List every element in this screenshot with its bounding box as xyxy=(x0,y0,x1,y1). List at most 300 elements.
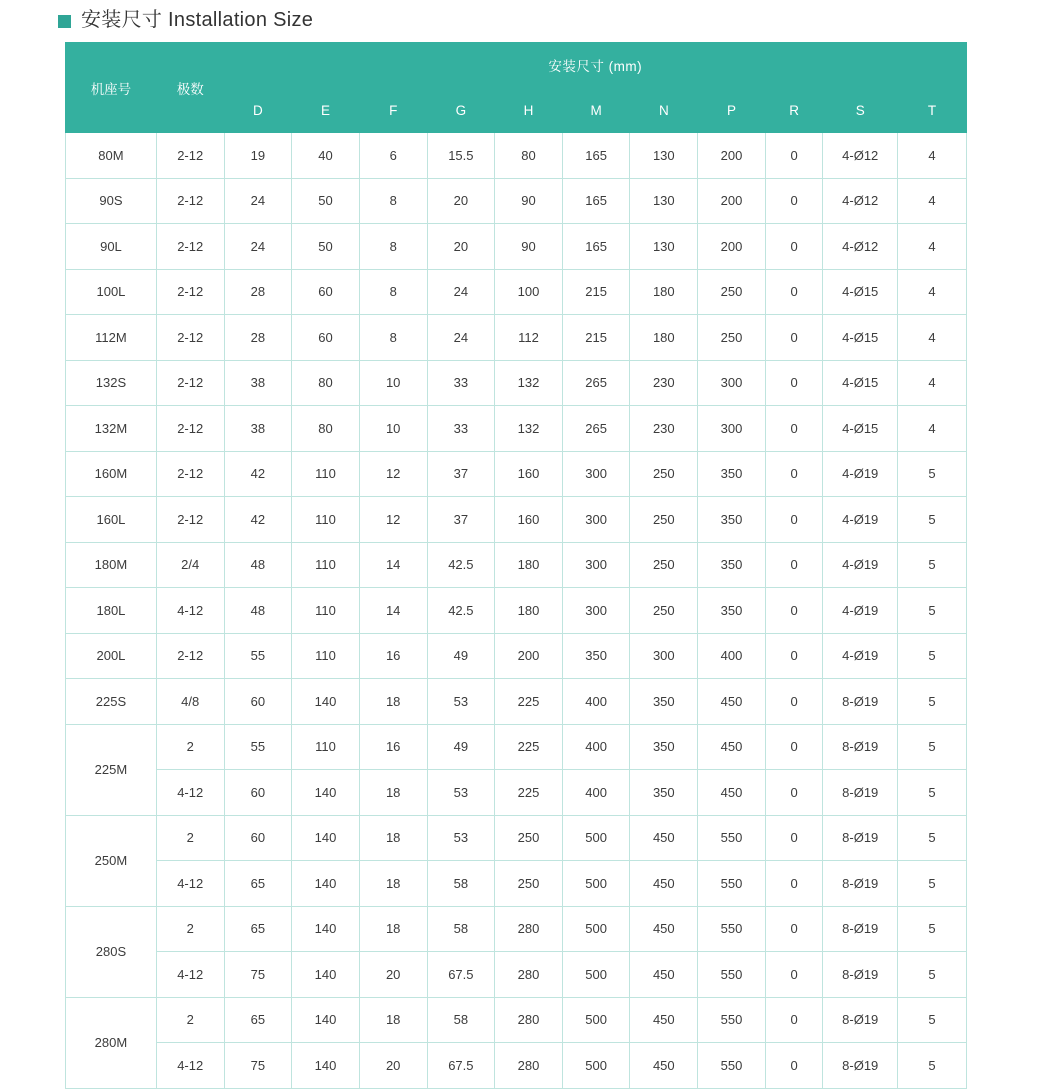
cell-h: 132 xyxy=(495,360,563,406)
cell-r: 0 xyxy=(765,1043,823,1089)
cell-t: 4 xyxy=(898,360,967,406)
cell-d: 60 xyxy=(224,770,292,816)
table-row xyxy=(66,770,967,816)
cell-n: 130 xyxy=(630,178,698,224)
cell-e: 110 xyxy=(292,497,360,543)
cell-s: 4-Ø19 xyxy=(823,451,898,497)
cell-h: 280 xyxy=(495,1043,563,1089)
cell-f: 16 xyxy=(359,633,427,679)
cell-n: 130 xyxy=(630,133,698,179)
cell-g: 15.5 xyxy=(427,133,495,179)
cell-frame: 280M xyxy=(66,997,157,1088)
cell-s: 4-Ø12 xyxy=(823,133,898,179)
table-row xyxy=(66,315,967,361)
cell-m: 165 xyxy=(562,224,630,270)
cell-m: 500 xyxy=(562,952,630,998)
cell-r: 0 xyxy=(765,679,823,725)
cell-p: 350 xyxy=(698,497,766,543)
cell-r: 0 xyxy=(765,815,823,861)
cell-poles: 2 xyxy=(156,724,224,770)
cell-frame: 160M xyxy=(66,451,157,497)
column-header-frame: 机座号 xyxy=(66,43,157,133)
cell-r: 0 xyxy=(765,952,823,998)
cell-frame: 132S xyxy=(66,360,157,406)
cell-n: 300 xyxy=(630,633,698,679)
cell-n: 180 xyxy=(630,269,698,315)
cell-n: 450 xyxy=(630,906,698,952)
cell-d: 42 xyxy=(224,451,292,497)
cell-s: 8-Ø19 xyxy=(823,724,898,770)
table-header-row-group xyxy=(66,43,967,88)
cell-frame: 280S xyxy=(66,906,157,997)
cell-s: 4-Ø19 xyxy=(823,588,898,634)
cell-p: 300 xyxy=(698,406,766,452)
cell-r: 0 xyxy=(765,906,823,952)
cell-r: 0 xyxy=(765,451,823,497)
cell-t: 4 xyxy=(898,133,967,179)
cell-poles: 2-12 xyxy=(156,497,224,543)
cell-p: 350 xyxy=(698,451,766,497)
cell-e: 140 xyxy=(292,770,360,816)
cell-n: 350 xyxy=(630,770,698,816)
table-row xyxy=(66,497,967,543)
cell-n: 450 xyxy=(630,952,698,998)
cell-n: 250 xyxy=(630,588,698,634)
cell-d: 65 xyxy=(224,997,292,1043)
cell-d: 19 xyxy=(224,133,292,179)
table-row xyxy=(66,406,967,452)
cell-e: 80 xyxy=(292,360,360,406)
cell-poles: 2-12 xyxy=(156,178,224,224)
cell-r: 0 xyxy=(765,497,823,543)
cell-e: 140 xyxy=(292,952,360,998)
cell-m: 400 xyxy=(562,679,630,725)
table-header xyxy=(66,43,967,133)
cell-d: 55 xyxy=(224,724,292,770)
cell-s: 8-Ø19 xyxy=(823,815,898,861)
cell-d: 48 xyxy=(224,542,292,588)
cell-g: 20 xyxy=(427,178,495,224)
cell-poles: 2-12 xyxy=(156,269,224,315)
cell-poles: 4/8 xyxy=(156,679,224,725)
cell-d: 65 xyxy=(224,861,292,907)
cell-poles: 4-12 xyxy=(156,861,224,907)
cell-poles: 2-12 xyxy=(156,224,224,270)
cell-e: 50 xyxy=(292,224,360,270)
cell-h: 90 xyxy=(495,224,563,270)
cell-n: 250 xyxy=(630,542,698,588)
cell-h: 160 xyxy=(495,451,563,497)
cell-p: 200 xyxy=(698,178,766,224)
cell-poles: 2/4 xyxy=(156,542,224,588)
cell-poles: 2-12 xyxy=(156,633,224,679)
cell-t: 4 xyxy=(898,406,967,452)
cell-r: 0 xyxy=(765,997,823,1043)
cell-d: 28 xyxy=(224,269,292,315)
cell-m: 500 xyxy=(562,906,630,952)
cell-g: 33 xyxy=(427,360,495,406)
cell-t: 5 xyxy=(898,679,967,725)
column-header-e: E xyxy=(292,88,360,133)
cell-d: 24 xyxy=(224,224,292,270)
cell-m: 500 xyxy=(562,997,630,1043)
cell-f: 20 xyxy=(359,1043,427,1089)
cell-p: 450 xyxy=(698,770,766,816)
cell-t: 5 xyxy=(898,633,967,679)
cell-s: 8-Ø19 xyxy=(823,770,898,816)
cell-t: 5 xyxy=(898,906,967,952)
cell-e: 140 xyxy=(292,679,360,725)
cell-r: 0 xyxy=(765,588,823,634)
cell-r: 0 xyxy=(765,133,823,179)
cell-f: 18 xyxy=(359,861,427,907)
cell-g: 42.5 xyxy=(427,542,495,588)
cell-frame: 90S xyxy=(66,178,157,224)
cell-f: 16 xyxy=(359,724,427,770)
cell-g: 20 xyxy=(427,224,495,270)
cell-poles: 2 xyxy=(156,906,224,952)
table-row xyxy=(66,997,967,1043)
cell-p: 450 xyxy=(698,679,766,725)
cell-p: 550 xyxy=(698,997,766,1043)
cell-r: 0 xyxy=(765,406,823,452)
cell-s: 8-Ø19 xyxy=(823,906,898,952)
cell-n: 350 xyxy=(630,724,698,770)
cell-h: 280 xyxy=(495,906,563,952)
cell-p: 550 xyxy=(698,952,766,998)
cell-g: 24 xyxy=(427,315,495,361)
cell-m: 500 xyxy=(562,1043,630,1089)
cell-f: 18 xyxy=(359,770,427,816)
cell-e: 60 xyxy=(292,269,360,315)
cell-e: 110 xyxy=(292,542,360,588)
cell-p: 550 xyxy=(698,815,766,861)
cell-frame: 180M xyxy=(66,542,157,588)
column-header-m: M xyxy=(562,88,630,133)
cell-poles: 2-12 xyxy=(156,451,224,497)
table-body xyxy=(66,133,967,1089)
cell-frame: 100L xyxy=(66,269,157,315)
cell-m: 215 xyxy=(562,315,630,361)
cell-t: 4 xyxy=(898,178,967,224)
cell-f: 12 xyxy=(359,497,427,543)
cell-d: 60 xyxy=(224,815,292,861)
table-row xyxy=(66,1043,967,1089)
table-row xyxy=(66,360,967,406)
cell-f: 10 xyxy=(359,360,427,406)
cell-n: 450 xyxy=(630,861,698,907)
cell-e: 140 xyxy=(292,861,360,907)
cell-s: 4-Ø15 xyxy=(823,269,898,315)
cell-m: 300 xyxy=(562,497,630,543)
cell-h: 200 xyxy=(495,633,563,679)
page-title: 安装尺寸 Installation Size xyxy=(81,9,314,31)
cell-t: 5 xyxy=(898,861,967,907)
cell-p: 550 xyxy=(698,1043,766,1089)
cell-s: 4-Ø15 xyxy=(823,406,898,452)
column-header-g: G xyxy=(427,88,495,133)
cell-frame: 160L xyxy=(66,497,157,543)
cell-d: 65 xyxy=(224,906,292,952)
cell-e: 50 xyxy=(292,178,360,224)
cell-p: 550 xyxy=(698,906,766,952)
cell-g: 53 xyxy=(427,770,495,816)
cell-g: 58 xyxy=(427,906,495,952)
cell-t: 5 xyxy=(898,588,967,634)
cell-m: 265 xyxy=(562,406,630,452)
cell-g: 37 xyxy=(427,497,495,543)
cell-h: 160 xyxy=(495,497,563,543)
column-header-r: R xyxy=(765,88,823,133)
cell-m: 300 xyxy=(562,588,630,634)
cell-h: 250 xyxy=(495,815,563,861)
column-header-d: D xyxy=(224,88,292,133)
cell-t: 5 xyxy=(898,770,967,816)
cell-p: 200 xyxy=(698,224,766,270)
cell-poles: 4-12 xyxy=(156,952,224,998)
cell-p: 350 xyxy=(698,588,766,634)
cell-e: 80 xyxy=(292,406,360,452)
cell-g: 42.5 xyxy=(427,588,495,634)
cell-m: 265 xyxy=(562,360,630,406)
cell-g: 49 xyxy=(427,633,495,679)
cell-m: 300 xyxy=(562,451,630,497)
cell-s: 4-Ø15 xyxy=(823,360,898,406)
cell-p: 250 xyxy=(698,315,766,361)
cell-poles: 4-12 xyxy=(156,588,224,634)
column-header-p: P xyxy=(698,88,766,133)
section-heading xyxy=(0,0,1057,42)
cell-p: 550 xyxy=(698,861,766,907)
cell-r: 0 xyxy=(765,724,823,770)
cell-s: 8-Ø19 xyxy=(823,1043,898,1089)
column-header-poles: 极数 xyxy=(156,43,224,133)
cell-g: 49 xyxy=(427,724,495,770)
cell-d: 60 xyxy=(224,679,292,725)
cell-frame: 225M xyxy=(66,724,157,815)
cell-d: 48 xyxy=(224,588,292,634)
cell-frame: 90L xyxy=(66,224,157,270)
cell-poles: 2-12 xyxy=(156,360,224,406)
cell-s: 4-Ø15 xyxy=(823,315,898,361)
cell-t: 5 xyxy=(898,952,967,998)
cell-m: 165 xyxy=(562,133,630,179)
installation-size-table xyxy=(65,42,967,1089)
cell-p: 450 xyxy=(698,724,766,770)
cell-g: 67.5 xyxy=(427,952,495,998)
cell-frame: 112M xyxy=(66,315,157,361)
cell-poles: 2 xyxy=(156,815,224,861)
cell-h: 250 xyxy=(495,861,563,907)
cell-e: 140 xyxy=(292,997,360,1043)
cell-h: 180 xyxy=(495,588,563,634)
cell-s: 4-Ø19 xyxy=(823,497,898,543)
cell-frame: 200L xyxy=(66,633,157,679)
cell-frame: 132M xyxy=(66,406,157,452)
cell-r: 0 xyxy=(765,269,823,315)
cell-g: 58 xyxy=(427,861,495,907)
cell-frame: 180L xyxy=(66,588,157,634)
cell-t: 5 xyxy=(898,542,967,588)
column-header-s: S xyxy=(823,88,898,133)
cell-f: 14 xyxy=(359,588,427,634)
cell-r: 0 xyxy=(765,633,823,679)
cell-e: 140 xyxy=(292,1043,360,1089)
column-header-group: 安装尺寸 (mm) xyxy=(224,43,966,88)
column-header-t: T xyxy=(898,88,967,133)
cell-r: 0 xyxy=(765,224,823,270)
column-header-f: F xyxy=(359,88,427,133)
cell-s: 4-Ø19 xyxy=(823,633,898,679)
cell-e: 110 xyxy=(292,724,360,770)
cell-t: 4 xyxy=(898,269,967,315)
cell-p: 400 xyxy=(698,633,766,679)
table-row xyxy=(66,861,967,907)
cell-n: 450 xyxy=(630,815,698,861)
cell-s: 4-Ø12 xyxy=(823,224,898,270)
table-row xyxy=(66,133,967,179)
table-row xyxy=(66,451,967,497)
cell-poles: 4-12 xyxy=(156,1043,224,1089)
cell-h: 280 xyxy=(495,997,563,1043)
cell-f: 10 xyxy=(359,406,427,452)
cell-m: 500 xyxy=(562,815,630,861)
cell-poles: 2-12 xyxy=(156,406,224,452)
cell-g: 37 xyxy=(427,451,495,497)
cell-f: 18 xyxy=(359,997,427,1043)
cell-d: 38 xyxy=(224,360,292,406)
cell-r: 0 xyxy=(765,315,823,361)
cell-n: 130 xyxy=(630,224,698,270)
cell-d: 75 xyxy=(224,1043,292,1089)
cell-t: 5 xyxy=(898,724,967,770)
cell-e: 140 xyxy=(292,815,360,861)
cell-r: 0 xyxy=(765,360,823,406)
table-row xyxy=(66,952,967,998)
cell-d: 55 xyxy=(224,633,292,679)
table-row xyxy=(66,633,967,679)
table-row xyxy=(66,224,967,270)
cell-t: 5 xyxy=(898,451,967,497)
cell-m: 215 xyxy=(562,269,630,315)
cell-h: 225 xyxy=(495,724,563,770)
cell-p: 300 xyxy=(698,360,766,406)
cell-m: 400 xyxy=(562,724,630,770)
cell-f: 8 xyxy=(359,315,427,361)
cell-n: 250 xyxy=(630,451,698,497)
square-marker-icon xyxy=(58,15,71,28)
cell-frame: 225S xyxy=(66,679,157,725)
cell-m: 350 xyxy=(562,633,630,679)
cell-s: 8-Ø19 xyxy=(823,861,898,907)
cell-e: 60 xyxy=(292,315,360,361)
installation-size-table-wrap xyxy=(65,42,967,1089)
cell-f: 8 xyxy=(359,224,427,270)
cell-d: 75 xyxy=(224,952,292,998)
cell-r: 0 xyxy=(765,861,823,907)
cell-poles: 2-12 xyxy=(156,133,224,179)
cell-s: 8-Ø19 xyxy=(823,679,898,725)
cell-r: 0 xyxy=(765,178,823,224)
table-row xyxy=(66,588,967,634)
table-row xyxy=(66,815,967,861)
cell-g: 53 xyxy=(427,815,495,861)
cell-f: 14 xyxy=(359,542,427,588)
table-row xyxy=(66,542,967,588)
cell-h: 80 xyxy=(495,133,563,179)
cell-n: 450 xyxy=(630,1043,698,1089)
cell-h: 225 xyxy=(495,770,563,816)
cell-h: 225 xyxy=(495,679,563,725)
column-header-h: H xyxy=(495,88,563,133)
cell-s: 8-Ø19 xyxy=(823,997,898,1043)
cell-d: 28 xyxy=(224,315,292,361)
cell-n: 350 xyxy=(630,679,698,725)
cell-frame: 250M xyxy=(66,815,157,906)
cell-r: 0 xyxy=(765,770,823,816)
cell-n: 450 xyxy=(630,997,698,1043)
cell-p: 350 xyxy=(698,542,766,588)
cell-m: 165 xyxy=(562,178,630,224)
table-row xyxy=(66,724,967,770)
cell-d: 24 xyxy=(224,178,292,224)
cell-n: 180 xyxy=(630,315,698,361)
cell-e: 40 xyxy=(292,133,360,179)
cell-n: 230 xyxy=(630,406,698,452)
cell-m: 300 xyxy=(562,542,630,588)
table-row xyxy=(66,269,967,315)
cell-p: 250 xyxy=(698,269,766,315)
cell-f: 18 xyxy=(359,815,427,861)
cell-frame: 80M xyxy=(66,133,157,179)
cell-f: 20 xyxy=(359,952,427,998)
cell-g: 53 xyxy=(427,679,495,725)
cell-f: 8 xyxy=(359,269,427,315)
cell-m: 400 xyxy=(562,770,630,816)
cell-f: 6 xyxy=(359,133,427,179)
cell-g: 24 xyxy=(427,269,495,315)
cell-s: 8-Ø19 xyxy=(823,952,898,998)
cell-e: 110 xyxy=(292,633,360,679)
cell-t: 5 xyxy=(898,997,967,1043)
cell-f: 8 xyxy=(359,178,427,224)
cell-f: 18 xyxy=(359,679,427,725)
cell-e: 110 xyxy=(292,588,360,634)
cell-t: 4 xyxy=(898,224,967,270)
table-row xyxy=(66,679,967,725)
cell-h: 132 xyxy=(495,406,563,452)
cell-g: 67.5 xyxy=(427,1043,495,1089)
cell-e: 140 xyxy=(292,906,360,952)
cell-p: 200 xyxy=(698,133,766,179)
cell-n: 250 xyxy=(630,497,698,543)
cell-d: 38 xyxy=(224,406,292,452)
column-header-n: N xyxy=(630,88,698,133)
cell-t: 5 xyxy=(898,497,967,543)
cell-poles: 2-12 xyxy=(156,315,224,361)
table-row xyxy=(66,178,967,224)
cell-g: 33 xyxy=(427,406,495,452)
cell-f: 18 xyxy=(359,906,427,952)
table-row xyxy=(66,906,967,952)
cell-t: 5 xyxy=(898,1043,967,1089)
cell-h: 280 xyxy=(495,952,563,998)
cell-poles: 4-12 xyxy=(156,770,224,816)
cell-d: 42 xyxy=(224,497,292,543)
cell-s: 4-Ø19 xyxy=(823,542,898,588)
cell-s: 4-Ø12 xyxy=(823,178,898,224)
cell-g: 58 xyxy=(427,997,495,1043)
